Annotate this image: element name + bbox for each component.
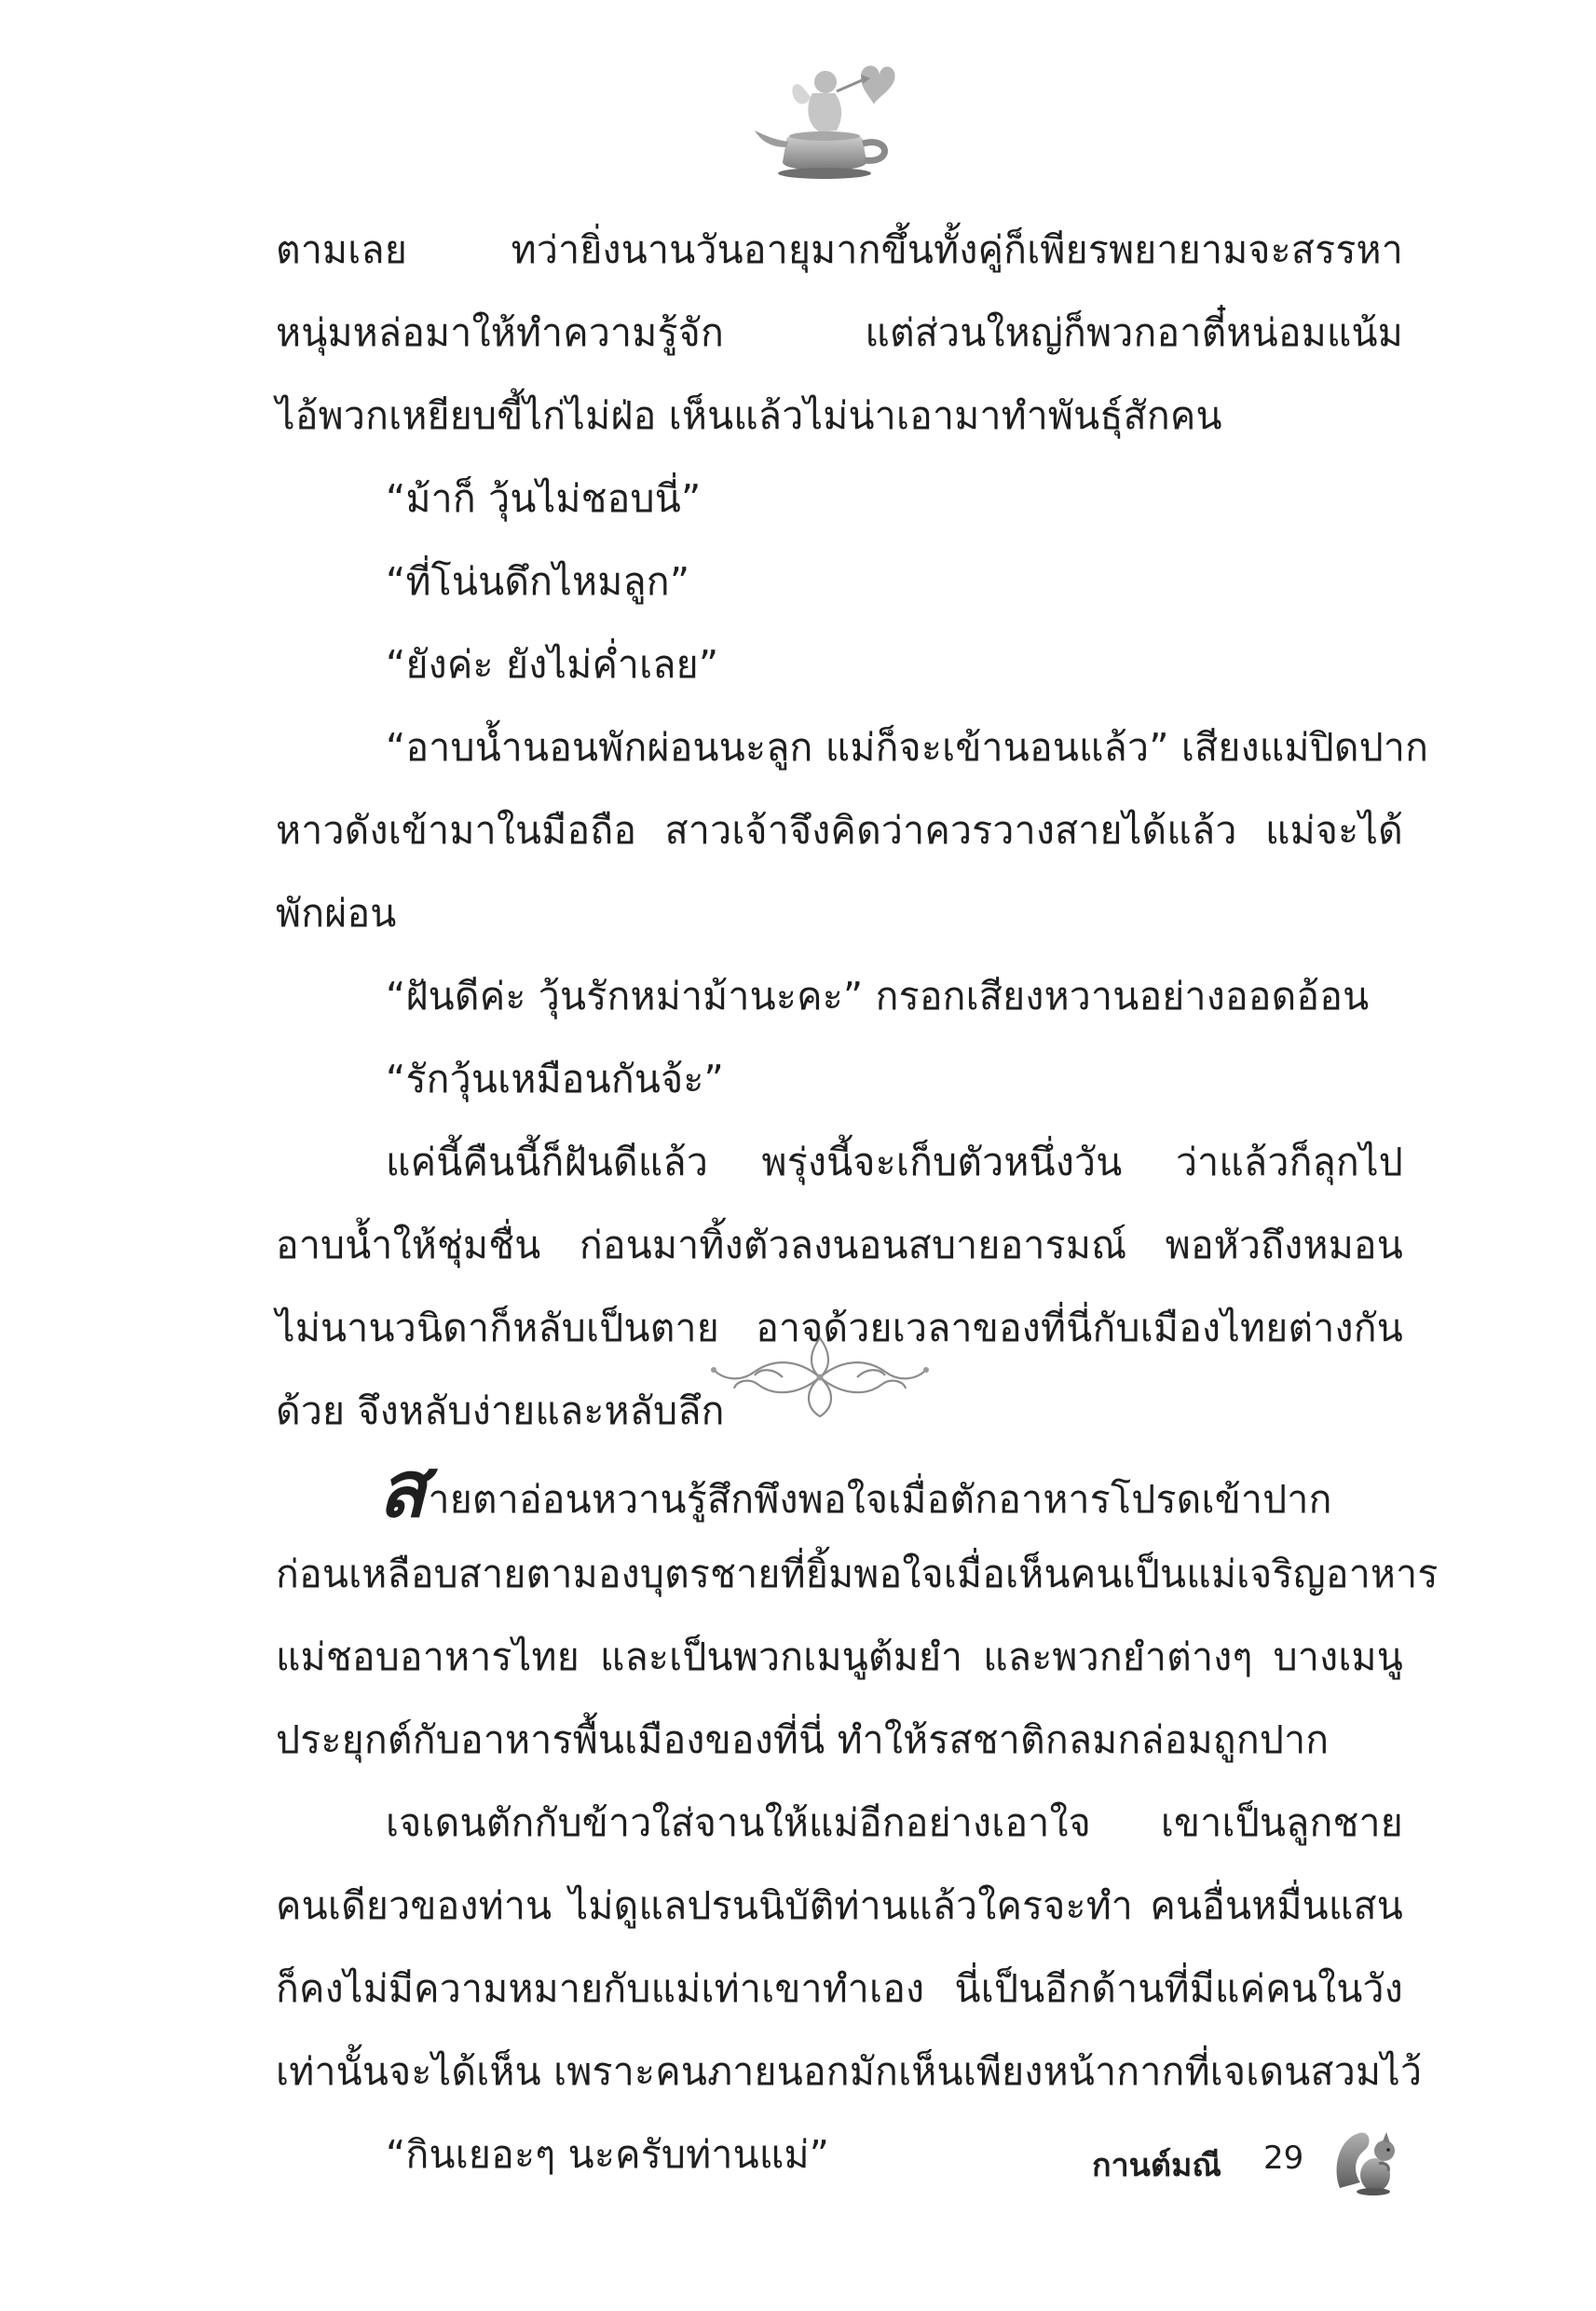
- page-number: 29: [1263, 2140, 1304, 2177]
- text-line: ด้วย จึงหลับง่ายและหลับลึก: [276, 1388, 725, 1433]
- squirrel-icon: [1332, 2123, 1407, 2197]
- dialogue-line: “อาบน้ำนอนพักผ่อนนะลูก แม่ก็จะเข้านอนแล้ว” เสียงแม่ปิดปาก: [386, 725, 1429, 770]
- text-line: แค่นี้คืนนี้ก็ฝันดีแล้ว พรุ่งนี้จะเก็บตัวหนึ่งวัน ว่าแล้วก็ลุกไป: [386, 1140, 1403, 1184]
- dialogue-line: “ยังค่ะ ยังไม่ค่ำเลย”: [386, 642, 719, 687]
- dialogue-line: “รักวุ้นเหมือนกันจ้ะ”: [386, 1057, 724, 1101]
- text-block-1: [276, 209, 1429, 1453]
- text-line: แม่ชอบอาหารไทย และเป็นพวกเมนูต้มยำ และพวกยำต่างๆ บางเมนู: [276, 1634, 1403, 1679]
- text-line: พักผ่อน: [276, 891, 397, 936]
- text-line: [276, 1443, 1403, 1535]
- text-line: ตามเลย ทว่ายิ่งนานวันอายุมากขึ้นทั้งคู่ก็เพียรพยายามจะสรรหา: [276, 227, 1403, 272]
- text-line: ไม่นานวนิดาก็หลับเป็นตาย อาจด้วยเวลาของที่นี่กับเมืองไทยต่างกัน: [276, 1306, 1403, 1350]
- text-line: ประยุกต์กับอาหารพื้นเมืองของที่นี่ ทำให้รสชาติกลมกล่อมถูกปาก: [276, 1717, 1330, 1762]
- dialogue-line: “ที่โน่นดึกไหมลูก”: [386, 559, 690, 604]
- text-line: ก่อนเหลือบสายตามองบุตรชายที่ยิ้มพอใจเมื่อเห็นคนเป็นแม่เจริญอาหาร: [276, 1552, 1439, 1596]
- text-line: หาวดังเข้ามาในมือถือ สาวเจ้าจึงคิดว่าควรวางสายได้แล้ว แม่จะได้: [276, 808, 1403, 853]
- text-line: อาบน้ำให้ชุ่มชื่น ก่อนมาทิ้งตัวลงนอนสบายอารมณ์ พอหัวถึงหมอน: [276, 1223, 1403, 1267]
- author-name: กานต์มณี: [1092, 2147, 1221, 2184]
- text-line: เท่านั้นจะได้เห็น เพราะคนภายนอกมักเห็นเพียงหน้ากากที่เจเดนสวมไว้: [276, 2049, 1423, 2094]
- dialogue-line: “ม้าก็ วุ้นไม่ชอบนี่”: [386, 476, 702, 521]
- text-line: คนเดียวของท่าน ไม่ดูแลปรนนิบัติท่านแล้วใครจะทำ คนอื่นหมื่นแสน: [276, 1883, 1403, 1928]
- dialogue-line: “ฝันดีค่ะ วุ้นรักหม่าม้านะคะ” กรอกเสียงหวานอย่างออดอ้อน: [386, 974, 1370, 1019]
- text-line: ไอ้พวกเหยียบขี้ไก่ไม่ฝ่อ เห็นแล้วไม่น่าเอามาทำพันธุ์สักคน: [276, 393, 1222, 438]
- teapot-cupid-icon: [751, 50, 909, 190]
- text-line-rest: ายตาอ่อนหวานรู้สึกพึงพอใจเมื่อตักอาหารโปรดเข้าปาก: [428, 1477, 1332, 1522]
- drop-cap: ส: [378, 1443, 427, 1535]
- text-line: หนุ่มหล่อมาให้ทำความรู้จัก แต่ส่วนใหญ่ก็พวกอาตี๋หน่อมแน้ม: [276, 310, 1403, 355]
- dialogue-line: “กินเยอะๆ นะครับท่านแม่”: [386, 2132, 830, 2177]
- flourish-divider-icon: [708, 1331, 932, 1424]
- text-block-2: [276, 1443, 1439, 2196]
- text-line: เจเดนตักกับข้าวใส่จานให้แม่อีกอย่างเอาใจ เขาเป็นลูกชาย: [386, 1800, 1403, 1845]
- text-line: ก็คงไม่มีความหมายกับแม่เท่าเขาทำเอง นี่เป็นอีกด้านที่มีแค่คนในวัง: [276, 1966, 1403, 2011]
- page-footer: [1081, 2123, 1407, 2207]
